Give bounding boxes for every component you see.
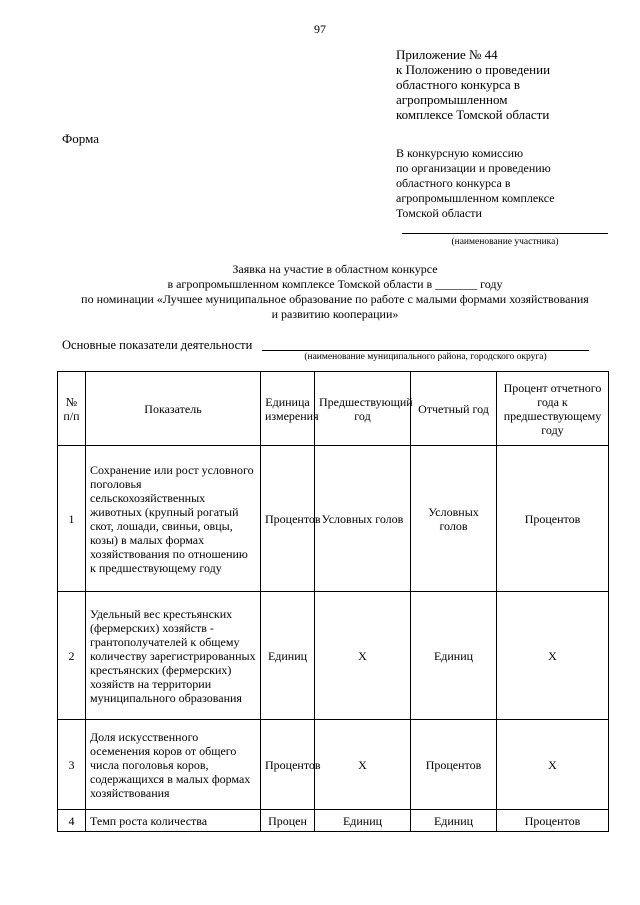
appendix-line: Приложение № 44 bbox=[396, 47, 498, 62]
appendix-line: комплексе Томской области bbox=[396, 107, 550, 122]
row-report-year[interactable]: Единиц bbox=[411, 592, 497, 720]
table-header-row bbox=[58, 372, 609, 446]
row-number: 3 bbox=[58, 720, 86, 810]
header-indicator: Показатель bbox=[86, 372, 261, 446]
row-report-year[interactable]: Единиц bbox=[411, 810, 497, 832]
form-label: Форма bbox=[62, 131, 99, 146]
row-percent[interactable]: Процентов bbox=[497, 810, 609, 832]
title-line: по номинации «Лучшее муниципальное образование по работе с малыми формами хозяйствования bbox=[81, 292, 589, 306]
row-previous-year[interactable]: X bbox=[315, 720, 411, 810]
table-row bbox=[58, 720, 609, 810]
row-unit: Процентов bbox=[261, 720, 315, 810]
application-title bbox=[40, 262, 630, 322]
header-report-year: Отчетный год bbox=[411, 372, 497, 446]
addressee-line: агропромышленном комплексе bbox=[396, 191, 555, 205]
addressee-line: В конкурсную комиссию bbox=[396, 146, 524, 160]
row-previous-year[interactable]: X bbox=[315, 592, 411, 720]
title-line: и развитию кооперации» bbox=[271, 307, 399, 321]
indicators-caption: (наименование муниципального района, городского округа) bbox=[304, 352, 547, 362]
page-number: 97 bbox=[314, 22, 326, 36]
header-previous-year: Предшествующий год bbox=[315, 372, 411, 446]
indicators-table bbox=[57, 371, 609, 832]
header-number: № п/п bbox=[58, 372, 86, 446]
row-percent[interactable]: X bbox=[497, 720, 609, 810]
table-row bbox=[58, 592, 609, 720]
row-number: 4 bbox=[58, 810, 86, 832]
participant-caption: (наименование участника) bbox=[451, 237, 559, 247]
addressee-line: областного конкурса в bbox=[396, 176, 511, 190]
row-percent[interactable]: X bbox=[497, 592, 609, 720]
table-row bbox=[58, 810, 609, 832]
row-unit: Процен bbox=[261, 810, 315, 832]
header-unit: Единица измерения bbox=[261, 372, 315, 446]
row-indicator: Сохранение или рост условного поголовья сельскохозяйственных животных (крупный рогатый скот, лошади, свиньи, овцы, козы) в малых формах хозяйствования по отношению к предшествующему году bbox=[86, 446, 261, 592]
table-row bbox=[58, 446, 609, 592]
row-indicator: Удельный вес крестьянских (фермерских) хозяйств - грантополучателей к общему количеству зарегистрированных крестьянских (фермерских) хозяйств на территории муниципального образования bbox=[86, 592, 261, 720]
addressee-block bbox=[396, 146, 626, 221]
title-line: Заявка на участие в областном конкурсе bbox=[232, 262, 438, 276]
row-report-year[interactable]: Условных голов bbox=[411, 446, 497, 592]
row-unit: Единиц bbox=[261, 592, 315, 720]
participant-name-field[interactable] bbox=[402, 233, 608, 234]
appendix-line: областного конкурса в bbox=[396, 77, 521, 92]
addressee-line: Томской области bbox=[396, 206, 482, 220]
appendix-line: к Положению о проведении bbox=[396, 62, 551, 77]
appendix-block bbox=[396, 47, 626, 122]
row-indicator: Темп роста количества bbox=[86, 810, 261, 832]
header-percent: Процент отчетного года к предшествующему году bbox=[497, 372, 609, 446]
row-number: 2 bbox=[58, 592, 86, 720]
title-line: в агропромышленном комплексе Томской области в _______ году bbox=[167, 277, 503, 291]
appendix-line: агропромышленном bbox=[396, 92, 508, 107]
indicators-label: Основные показатели деятельности bbox=[62, 338, 253, 352]
row-percent[interactable]: Процентов bbox=[497, 446, 609, 592]
row-previous-year[interactable]: Условных голов bbox=[315, 446, 411, 592]
row-unit: Процентов bbox=[261, 446, 315, 592]
row-indicator: Доля искусственного осеменения коров от общего числа поголовья коров, содержащихся в малых формах хозяйствования bbox=[86, 720, 261, 810]
row-number: 1 bbox=[58, 446, 86, 592]
addressee-line: по организации и проведению bbox=[396, 161, 551, 175]
row-previous-year[interactable]: Единиц bbox=[315, 810, 411, 832]
municipality-name-field[interactable] bbox=[262, 350, 589, 351]
row-report-year[interactable]: Процентов bbox=[411, 720, 497, 810]
